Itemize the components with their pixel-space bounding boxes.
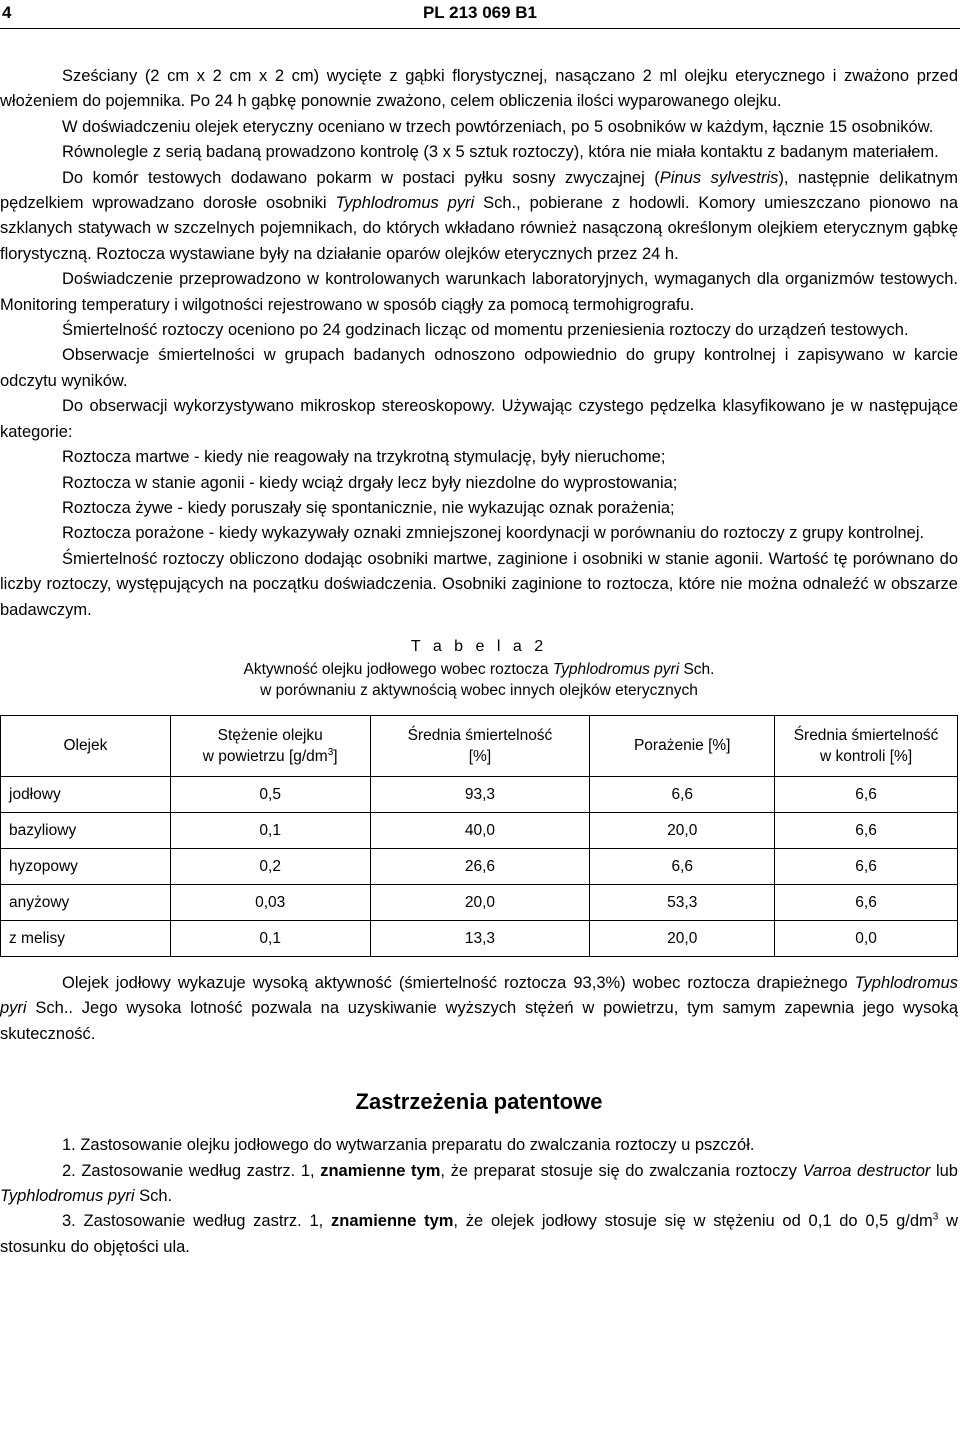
table-cell: 6,6 xyxy=(775,848,958,884)
header-cell: Stężenie olejku w powietrzu $[g/dm^3]$ xyxy=(170,715,370,776)
table-row xyxy=(1,776,958,812)
table-cell: 13,3 xyxy=(370,920,590,956)
table-cell: 26,6 xyxy=(370,848,590,884)
table-cell: 0,03 xyxy=(170,884,370,920)
table-cell: 0,1 xyxy=(170,812,370,848)
table-cell: 20,0 xyxy=(590,812,775,848)
header-cell: Średnia śmiertelność w kontroli [%] xyxy=(775,715,958,776)
table-cell: bazyliowy xyxy=(1,812,171,848)
table-cell: 0,0 xyxy=(775,920,958,956)
patent-id: PL 213 069 B1 xyxy=(422,3,538,22)
page-header xyxy=(0,0,960,28)
table-cell: jodłowy xyxy=(1,776,171,812)
claim-item: 3. Zastosowanie według zastrz. 1, znamienne tym, że olejek jodłowy stosuje się w stężeniu od 0,1 do 0,5 $g/dm^3$ w stosunku do objętości ula. xyxy=(0,1211,959,1256)
table-cell: 0,5 xyxy=(170,776,370,812)
table-cell: 0,1 xyxy=(170,920,370,956)
table-cell: 6,6 xyxy=(775,812,958,848)
paragraph: Sześciany (2 cm x 2 cm x 2 cm) wycięte z gąbki florystycznej, nasączano 2 ml olejku eterycznego i zważono przed włożeniem do pojemnika. Po 24 h gąbkę ponownie zważono, celem obliczenia ilości wyparowanego olejku. xyxy=(0,67,958,111)
table-caption-line: w porównaniu z aktywnością wobec innych olejków eterycznych xyxy=(260,681,698,699)
category-item: Roztocza porażone - kiedy wykazywały oznaki zmniejszonej koordynacji w porównaniu do roztoczy z grupy kontrolnej. xyxy=(62,524,925,543)
document-body xyxy=(0,64,958,1260)
table-cell: 6,6 xyxy=(590,776,775,812)
table-caption xyxy=(0,635,958,701)
table-cell: hyzopowy xyxy=(1,848,171,884)
header-cell: Porażenie [%] xyxy=(590,715,775,776)
table-header-row xyxy=(1,715,958,776)
category-item: Roztocza martwe - kiedy nie reagowały na trzykrotną stymulację, były nieruchome; xyxy=(62,448,666,467)
species-name: Varroa destructor xyxy=(802,1161,931,1180)
results-table xyxy=(0,715,958,957)
table-label: T a b e l a 2 xyxy=(410,637,548,655)
species-name: Typhlodromus pyri xyxy=(335,194,475,213)
paragraph: Śmiertelność roztoczy obliczono dodając osobniki martwe, zaginione i osobniki w stanie agonii. Wartość tę porównano do liczby roztoczy, występujących na początku doświadczenia. Osobniki zaginione to roztocza, które nie można odnaleźć w obszarze badawczym. xyxy=(0,549,958,619)
table-cell: 6,6 xyxy=(775,776,958,812)
table-cell: z melisy xyxy=(1,920,171,956)
paragraph: W doświadczeniu olejek eteryczny oceniano w trzech powtórzeniach, po 5 osobników w każdym, łącznie 15 osobników. xyxy=(62,117,934,136)
table-caption-line: Aktywność olejku jodłowego wobec roztocza Typhlodromus pyri Sch. xyxy=(243,660,715,678)
claim-item: 1. Zastosowanie olejku jodłowego do wytwarzania preparatu do zwalczania roztoczy u pszczół. xyxy=(62,1136,755,1155)
page-number: 4 xyxy=(2,3,12,22)
paragraph: Do komór testowych dodawano pokarm w postaci pyłku sosny zwyczajnej (Pinus sylvestris), następnie delikatnym pędzelkiem wprowadzano dorosłe osobniki Typhlodromus pyri Sch., pobierane z hodowli. Komory umieszczano pionowo na szklanych statywach w szczelnych pojemnikach, do których wkładano również nasączoną określonym olejkiem eterycznym gąbkę florystyczną. Roztocza wystawiane były na działanie oparów olejków eterycznych przez 24 h. xyxy=(0,168,958,263)
category-item: Roztocza żywe - kiedy poruszały się spontanicznie, nie wykazując oznak porażenia; xyxy=(62,498,675,517)
header-cell: Średnia śmiertelność [%] xyxy=(370,715,590,776)
table-cell: 6,6 xyxy=(590,848,775,884)
header-rule xyxy=(0,28,960,29)
paragraph: Równolegle z serią badaną prowadzono kontrolę (3 x 5 sztuk roztoczy), która nie miała kontaktu z badanym materiałem. xyxy=(62,143,939,162)
table-cell: 53,3 xyxy=(590,884,775,920)
table-row xyxy=(1,920,958,956)
paragraph: Doświadczenie przeprowadzono w kontrolowanych warunkach laboratoryjnych, wymaganych dla organizmów testowych. Monitoring temperatury i wilgotności rejestrowano w sposób ciągły za pomocą termohigrografu. xyxy=(0,270,958,314)
species-name: Typhlodromus pyri xyxy=(552,660,680,678)
paragraph: Olejek jodłowy wykazuje wysoką aktywność (śmiertelność roztocza 93,3%) wobec roztocza drapieżnego Typhlodromus pyri Sch.. Jego wysoka lotność pozwala na uzyskiwanie wyższych stężeń w powietrzu, tym samym zapewnia jego wysoką skuteczność. xyxy=(0,973,958,1043)
claims-title: Zastrzeżenia patentowe xyxy=(355,1089,603,1115)
species-name: Pinus sylvestris xyxy=(659,168,779,187)
species-name: Typhlodromus pyri xyxy=(0,1186,135,1205)
paragraph: Do obserwacji wykorzystywano mikroskop stereoskopowy. Używając czystego pędzelka klasyfikowano je w następujące kategorie: xyxy=(0,397,958,441)
table-cell: 0,2 xyxy=(170,848,370,884)
paragraph: Obserwacje śmiertelności w grupach badanych odnoszono odpowiednio do grupy kontrolnej i zapisywano w karcie odczytu wyników. xyxy=(0,346,958,390)
table-cell: anyżowy xyxy=(1,884,171,920)
table-row xyxy=(1,884,958,920)
table-cell: 20,0 xyxy=(590,920,775,956)
table-cell: 40,0 xyxy=(370,812,590,848)
paragraph: Śmiertelność roztoczy oceniono po 24 godzinach licząc od momentu przeniesienia roztoczy do urządzeń testowych. xyxy=(62,321,909,340)
table-cell: 93,3 xyxy=(370,776,590,812)
species-name: Typhlodromus pyri xyxy=(0,973,958,1018)
table-row xyxy=(1,812,958,848)
table-cell: 20,0 xyxy=(370,884,590,920)
table-cell: 6,6 xyxy=(775,884,958,920)
table-row xyxy=(1,848,958,884)
claim-item: 2. Zastosowanie według zastrz. 1, znamienne tym, że preparat stosuje się do zwalczania roztoczy Varroa destructor lub Typhlodromus pyri Sch. xyxy=(0,1161,958,1205)
header-cell: Olejek xyxy=(1,715,171,776)
category-item: Roztocza w stanie agonii - kiedy wciąż drgały lecz były niezdolne do wyprostowania; xyxy=(62,473,678,492)
